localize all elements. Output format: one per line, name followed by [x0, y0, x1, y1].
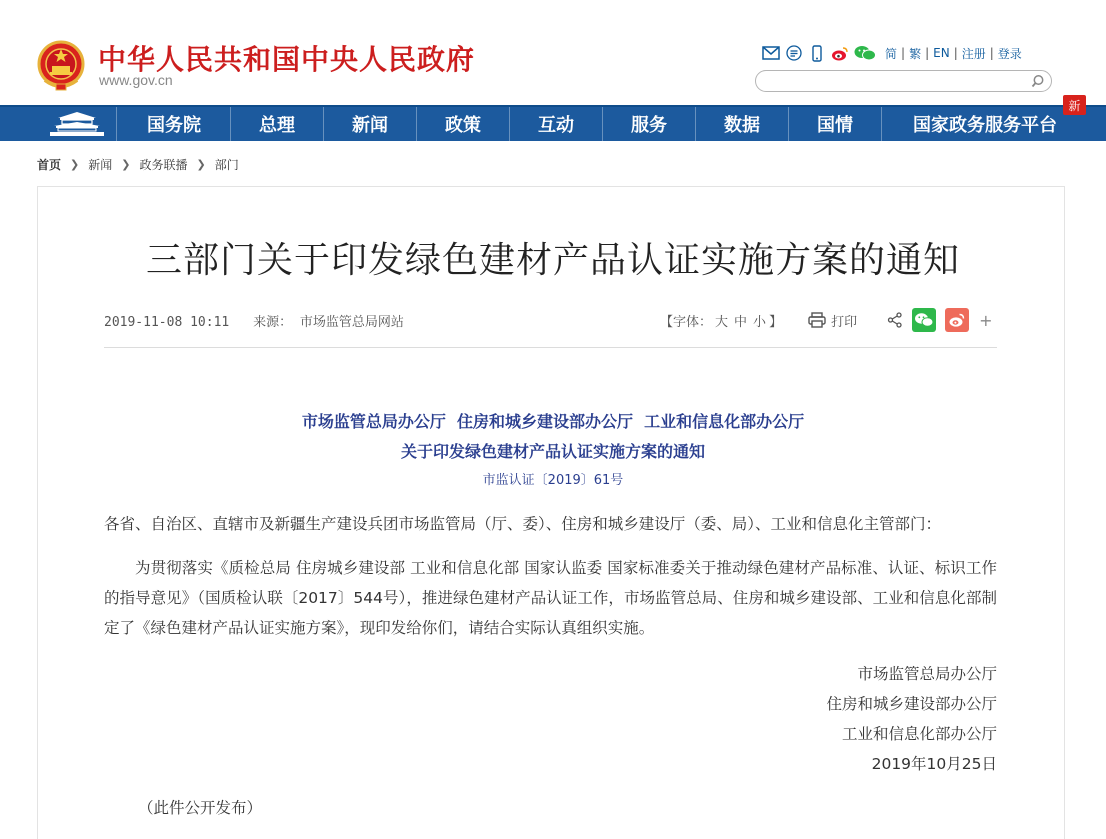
font-size-control [660, 311, 782, 330]
nav-item-state-council[interactable]: 国务院 [118, 107, 231, 141]
nav-item-premier[interactable]: 总理 [231, 107, 324, 141]
link-login[interactable]: 登录 [997, 46, 1022, 61]
weibo-icon [948, 312, 966, 328]
wechat-icon[interactable] [854, 44, 876, 62]
separator: | [989, 46, 994, 60]
chevron-right-icon: ❯ [70, 157, 80, 171]
nav-item-news[interactable]: 新闻 [324, 107, 417, 141]
nav-item-interaction[interactable]: 互动 [510, 107, 603, 141]
signature-block [700, 659, 997, 779]
document-subject: 关于印发绿色建材产品认证实施方案的通知 [400, 442, 705, 461]
link-traditional[interactable]: 繁 [909, 46, 922, 61]
signatory: 住房和城乡建设部办公厅 [826, 695, 997, 713]
tiananmen-home-icon [48, 111, 106, 137]
body-paragraph: 为贯彻落实《质检总局 住房城乡建设部 工业和信息化部 国家认监委 国家标准委关于推动绿色建材产品标准、认证、标识工作的指导意见》（国质检认联〔2017〕544号），推进绿色建材产品认证工作，市场监管总局、住房和城乡建设部、工业和信息化部制定了《绿色建材产品认证实施方案》，现印发给你们，请结合实际认真组织实施。 [104, 559, 997, 637]
font-size-bracket: 】 [769, 314, 783, 330]
new-badge: 新 [1063, 95, 1086, 115]
rss-icon[interactable] [785, 44, 803, 62]
source-name: 市场监管总局网站 [299, 315, 404, 330]
article-meta [104, 311, 404, 330]
chevron-right-icon: ❯ [196, 157, 206, 171]
site-title[interactable]: 中华人民共和国中央人民政府 [98, 43, 476, 76]
signature-date: 2019年10月25日 [871, 755, 997, 773]
font-size-medium[interactable]: 中 [734, 314, 748, 330]
search-icon[interactable] [1031, 74, 1045, 88]
nav-item-services[interactable]: 服务 [603, 107, 696, 141]
font-size-small[interactable]: 小 [753, 314, 767, 330]
nav-item-gov-service-platform[interactable]: 国家政务服务平台 [913, 115, 1057, 136]
site-header [0, 0, 1106, 105]
article-tools [660, 308, 993, 332]
breadcrumb-home[interactable]: 首页 [37, 157, 62, 172]
national-emblem-icon[interactable] [37, 40, 85, 92]
breadcrumb-departments[interactable]: 部门 [214, 157, 239, 172]
publish-datetime: 2019-11-08 10:11 [104, 315, 230, 330]
font-size-large[interactable]: 大 [715, 314, 729, 330]
mobile-icon[interactable] [808, 44, 826, 62]
separator: | [953, 46, 958, 60]
breadcrumb-news[interactable]: 新闻 [88, 157, 113, 172]
signatory: 工业和信息化部办公厅 [841, 725, 997, 743]
font-size-label: 【字体： [660, 314, 713, 330]
more-share-button[interactable]: + [979, 310, 993, 330]
main-nav [0, 98, 1106, 141]
breadcrumb-gov-broadcast[interactable]: 政务联播 [139, 157, 188, 172]
nav-item-data[interactable]: 数据 [696, 107, 789, 141]
nav-item-policy[interactable]: 政策 [417, 107, 510, 141]
publication-note: （此件公开发布） [138, 799, 263, 817]
site-url: www.gov.cn [99, 72, 173, 88]
salutation: 各省、自治区、直辖市及新疆生产建设兵团市场监管局（厅、委）、住房和城乡建设厅（委、局）、工业和信息化主管部门： [104, 515, 942, 533]
link-simplified[interactable]: 简 [885, 46, 898, 61]
share-button[interactable] [887, 312, 903, 328]
link-register[interactable]: 注册 [961, 46, 986, 61]
share-wechat-button[interactable] [912, 308, 936, 332]
document-heading [0, 407, 1106, 467]
share-weibo-button[interactable] [945, 308, 969, 332]
top-links [762, 43, 1026, 63]
print-label: 打印 [831, 314, 858, 330]
nav-items [118, 107, 1088, 141]
document-number: 市监认证〔2019〕61号 [482, 473, 624, 488]
breadcrumb [37, 156, 239, 172]
nav-home[interactable] [37, 107, 117, 141]
mail-icon[interactable] [762, 44, 780, 62]
search-input[interactable] [766, 73, 1021, 89]
printer-icon [808, 312, 826, 328]
divider [104, 347, 997, 348]
separator: | [901, 46, 906, 60]
article-title: 三部门关于印发绿色建材产品认证实施方案的通知 [145, 240, 960, 281]
link-english[interactable]: EN [933, 46, 950, 60]
search-box [755, 70, 1052, 92]
print-button[interactable] [808, 311, 857, 330]
signatory: 市场监管总局办公厅 [857, 665, 997, 683]
separator: | [925, 46, 930, 60]
source-label: 来源： [253, 315, 293, 330]
nav-item-national-conditions[interactable]: 国情 [789, 107, 882, 141]
document-issuers: 市场监管总局办公厅 住房和城乡建设部办公厅 工业和信息化部办公厅 [301, 412, 805, 431]
share-icon [887, 312, 903, 328]
wechat-icon [914, 312, 934, 328]
chevron-right-icon: ❯ [121, 157, 131, 171]
weibo-icon[interactable] [831, 44, 849, 62]
